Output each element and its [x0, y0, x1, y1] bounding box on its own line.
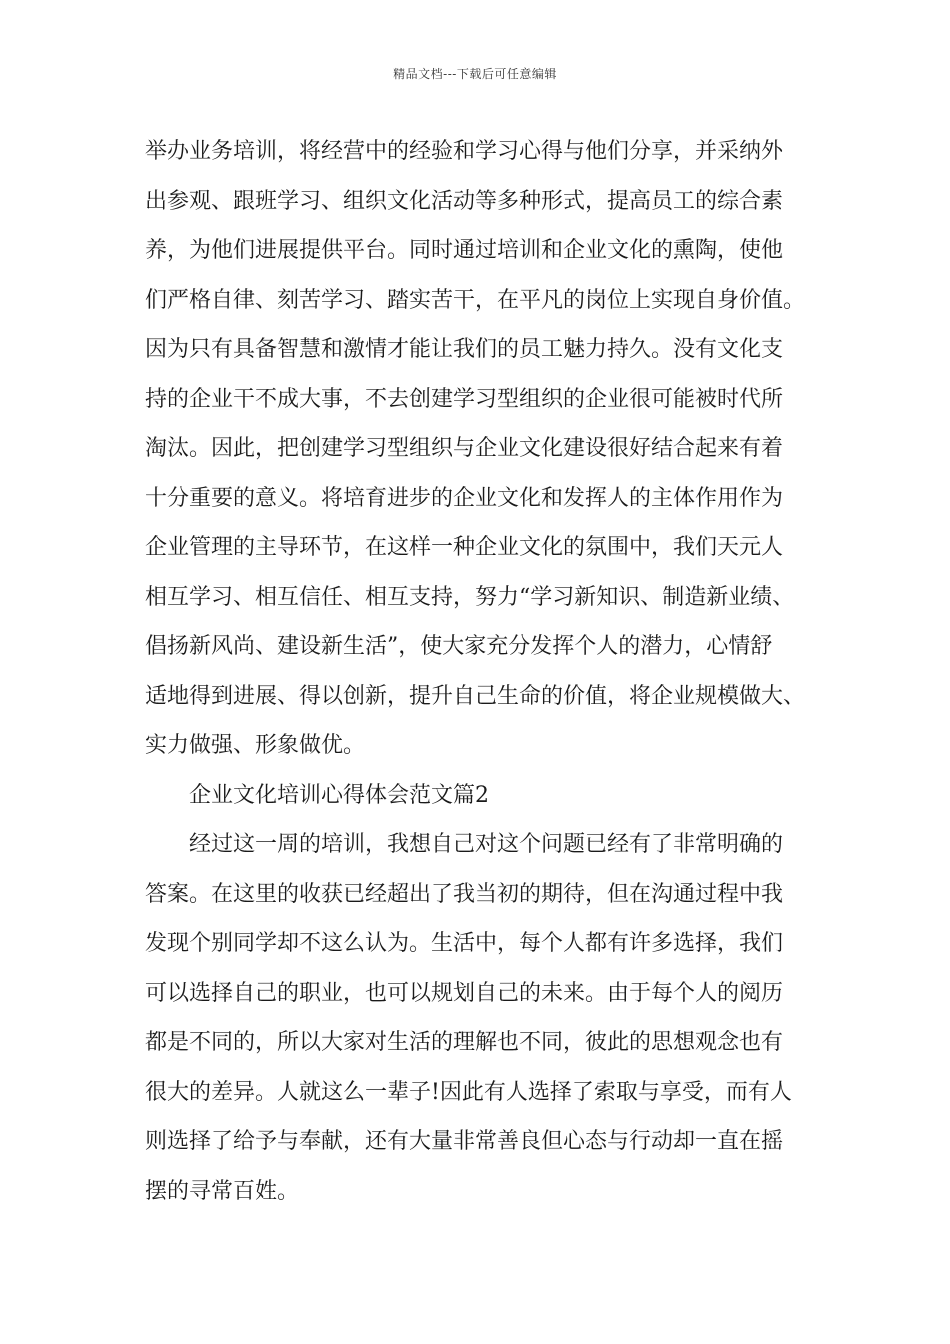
text-line: 企业管理的主导环节，在这样一种企业文化的氛围中，我们天元人: [145, 535, 784, 560]
text-line: 倡扬新风尚、建设新生活”，使大家充分发挥个人的潜力，心情舒: [145, 634, 773, 659]
text-line: 们严格自律、刻苦学习、踏实苦干，在平凡的岗位上实现自身价值。: [145, 287, 806, 313]
text-line: 持的企业干不成大事，不去创建学习型组织的企业很可能被时代所: [145, 386, 784, 412]
page-header: 精品文档---下载后可任意编辑: [393, 67, 557, 81]
text-line: 十分重要的意义。将培育进步的企业文化和发挥人的主体作用作为: [145, 485, 784, 511]
text-line: 答案。在这里的收获已经超出了我当初的期待，但在沟通过程中我: [145, 881, 784, 907]
text-line: 适地得到进展、得以创新，提升自己生命的价值，将企业规模做大、: [145, 683, 806, 709]
text-line: 养，为他们进展提供平台。同时通过培训和企业文化的熏陶，使他: [145, 238, 784, 263]
paragraph-2: [145, 820, 835, 1216]
text-line: 淘汰。因此，把创建学习型组织与企业文化建设很好结合起来有着: [145, 436, 784, 461]
text-line: 则选择了给予与奉献，还有大量非常善良但心态与行动却一直在摇: [145, 1129, 784, 1154]
text-line: 发现个别同学却不这么认为。生活中，每个人都有许多选择，我们: [145, 931, 784, 956]
text-line: 经过这一周的培训，我想自己对这个问题已经有了非常明确的: [189, 832, 784, 857]
text-line: 出参观、跟班学习、组织文化活动等多种形式，提高员工的综合素: [145, 188, 784, 214]
text-line: 因为只有具备智慧和激情才能让我们的员工魅力持久。没有文化支: [145, 337, 784, 362]
text-line: 举办业务培训，将经营中的经验和学习心得与他们分享，并采纳外: [145, 139, 784, 164]
section-title: 企业文化培训心得体会范文篇2: [189, 782, 489, 808]
text-line: 都是不同的，所以大家对生活的理解也不同，彼此的思想观念也有: [145, 1030, 784, 1055]
text-line: 可以选择自己的职业，也可以规划自己的未来。由于每个人的阅历: [145, 980, 784, 1006]
paragraph-1: [145, 127, 835, 771]
text-line: 摆的寻常百姓。: [145, 1178, 300, 1204]
document-body: [145, 127, 835, 1216]
text-line: 很大的差异。人就这么一辈子!因此有人选择了索取与享受，而有人: [145, 1079, 792, 1105]
text-line: 实力做强、形象做优。: [145, 733, 366, 758]
text-line: 相互学习、相互信任、相互支持，努力“学习新知识、制造新业绩、: [145, 584, 795, 610]
